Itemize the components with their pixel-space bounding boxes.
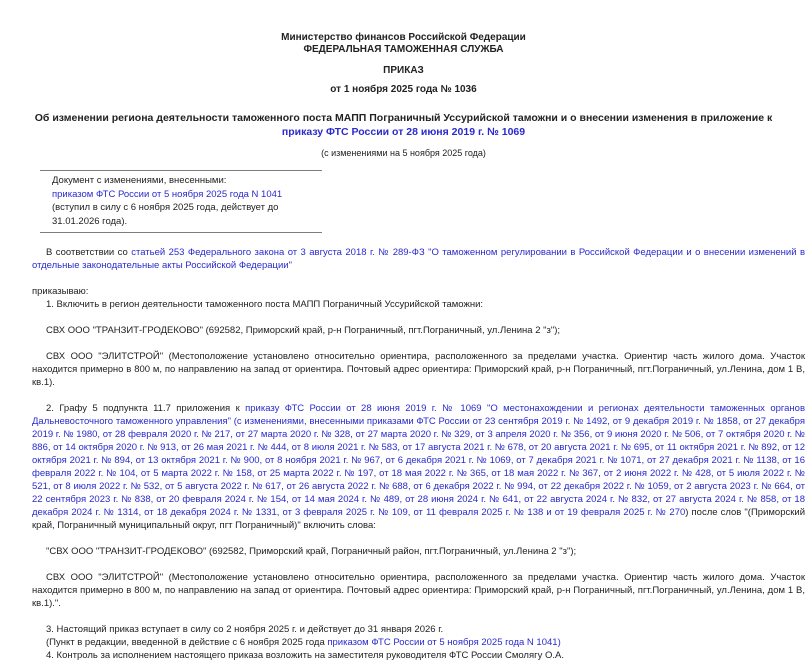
point-2-text-end: ) после слов "(Приморский край, Пограничный муниципальный округ, пгт Пограничный)" включить слова: — [32, 507, 806, 531]
order-1041-point3-link[interactable]: приказом ФТС России от 5 ноября 2025 года N 1041) — [327, 637, 561, 648]
warehouse-2-insert-paragraph: СВХ ООО "ЭЛИТСТРОЙ" (Местоположение установлено относительно ориентира, расположенного за пределами участка. Ориентир часть жилого дома. Участок находится примерно в 800 м, по направлению на запад от ориентира. Почтовый адрес ориентира: Приморский край, р-н Пограничный, пгт.Пограничный, ул.Ленина, дом 1 В, кв.1).". — [32, 572, 805, 609]
point-4: 4. Контроль за исполнением настоящего приказа возложить на заместителя руководителя ФТС России Смолягу О.А. — [46, 650, 564, 661]
order-1041-effect-note: (вступил в силу с 6 ноября 2025 года, действует до 31.01.2026 года). — [52, 202, 279, 227]
point-3: 3. Настоящий приказ вступает в силу со 2 ноября 2025 г. и действует до 31 января 2026 г. — [46, 624, 444, 635]
amended-as-of-note: (с изменениями на 5 ноября 2025 года) — [321, 148, 486, 158]
document-header — [0, 32, 807, 96]
amendments-entry — [52, 188, 322, 229]
title-text: Об изменении региона деятельности таможенного поста МАПП Пограничный Уссурийской таможни и о внесении изменения в приложение к — [34, 112, 773, 124]
amendments-block — [40, 170, 322, 233]
warehouse-1-paragraph: СВХ ООО "ТРАНЗИТ-ГРОДЕКОВО" (692582, Приморский край, р-н Пограничный, пгт.Пограничный, ул.Ленина 2 "з"); — [46, 325, 561, 336]
point-3-revision-note — [32, 636, 805, 649]
warehouse-1-insert-paragraph: "СВХ ООО "ТРАНЗИТ-ГРОДЕКОВО" (692582, Приморский край, Пограничный район, пгт.Пограничный, ул.Ленина 2 "з"); — [46, 546, 577, 557]
point-2 — [32, 402, 805, 532]
amendments-intro: Документ с изменениями, внесенными: — [52, 175, 227, 186]
order-1041-link[interactable]: приказом ФТС России от 5 ноября 2025 года N 1041 — [52, 188, 283, 200]
order-1069-amendments-link[interactable]: приказу ФТС России от 28 июня 2019 г. № 1069 "О местонахождении и регионах деятельности таможенных органов Дальневосточного таможенного управления" (с изменениями, внесенными приказами ФТС России от 23 сентября 2019 г. № 1492, от 9 декабря 2019 г. № 1858, от 27 декабря 2019 г. № 1980, от 28 февраля 2020 г. № 217, от 27 марта 2020 г. № 328, от 27 марта 2020 г. № 329, от 3 апреля 2020 г. № 356, от 9 июня 2020 г. № 506, от 7 октября 2020 г. № 886, от 14 октября 2020 г. № 913, от 26 мая 2021 г. № 444, от 8 июля 2021 г. № 583, от 17 августа 2021 г. № 678, от 20 августа 2021 г. № 695, от 11 октября 2021 г. № 892, от 12 октября 2021 г. № 894, от 13 октября 2021 г. № 900, от 8 ноября 2021 г. № 967, от 6 декабря 2021 г. № 1069, от 7 декабря 2021 г. № 1071, от 27 декабря 2021 г. № 1138, от 16 февраля 2022 г. № 104, от 5 марта 2022 г. № 158, от 25 марта 2022 г. № 197, от 18 мая 2022 г. № 365, от 18 мая 2022 г. № 367, от 2 июня 2022 г. № 428, от 5 июля 2022 г. № 521, от 8 июля 2022 г. № 532, от 5 августа 2022 г. № 617, от 26 августа 2022 г. № 688, от 6 декабря 2022 г. № 994, от 22 декабря 2022 г. № 1059, от 2 августа 2023 г. № 664, от 22 сентября 2023 г. № 838, от 20 февраля 2024 г. № 154, от 14 мая 2024 г. № 489, от 28 июня 2024 г. № 641, от 22 августа 2024 г. № 832, от 27 августа 2024 г. № 858, от 18 декабря 2024 г. № 1314, от 18 декабря 2024 г. № 1331, от 3 февраля 2025 г. № 109, от 11 февраля 2025 г. № 138 и от 19 февраля 2025 г. № 270 — [32, 403, 805, 518]
doc-date-number-line: от 1 ноября 2025 года № 1036 — [330, 84, 477, 95]
order-word: приказываю: — [32, 286, 89, 297]
order-1069-title-link[interactable]: приказу ФТС России от 28 июня 2019 г. № 1069 — [281, 126, 526, 138]
document-body — [0, 233, 807, 662]
point-3-note-text: (Пункт в редакции, введенной в действие с 6 ноября 2025 года — [46, 637, 328, 648]
point-1: 1. Включить в регион деятельности таможенного поста МАПП Пограничный Уссурийской таможни: — [46, 299, 484, 310]
intro-paragraph — [32, 246, 805, 272]
law-289-fz-link[interactable]: статьей 253 Федерального закона от 3 августа 2018 г. № 289-ФЗ "О таможенном регулировании в Российской Федерации и о внесении изменений в отдельные законодательные акты Российской Федерации" — [32, 247, 806, 271]
point-2-text-start: 2. Графу 5 подпункта 11.7 приложения к — [46, 403, 246, 414]
service-line: ФЕДЕРАЛЬНАЯ ТАМОЖЕННАЯ СЛУЖБА — [303, 44, 504, 55]
intro-text: В соответствии со — [46, 247, 132, 258]
document-title — [34, 111, 773, 139]
warehouse-2-paragraph: СВХ ООО "ЭЛИТСТРОЙ" (Местоположение установлено относительно ориентира, расположенного за пределами участка. Ориентир часть жилого дома. Участок находится примерно в 800 м, по направлению на запад от ориентира. Почтовый адрес ориентира: Приморский край, р-н Пограничный, пгт.Пограничный, ул.Ленина, дом 1 В, кв.1). — [32, 351, 805, 388]
doc-type-line: ПРИКАЗ — [383, 65, 424, 76]
ministry-line: Министерство финансов Российской Федерации — [281, 32, 526, 43]
